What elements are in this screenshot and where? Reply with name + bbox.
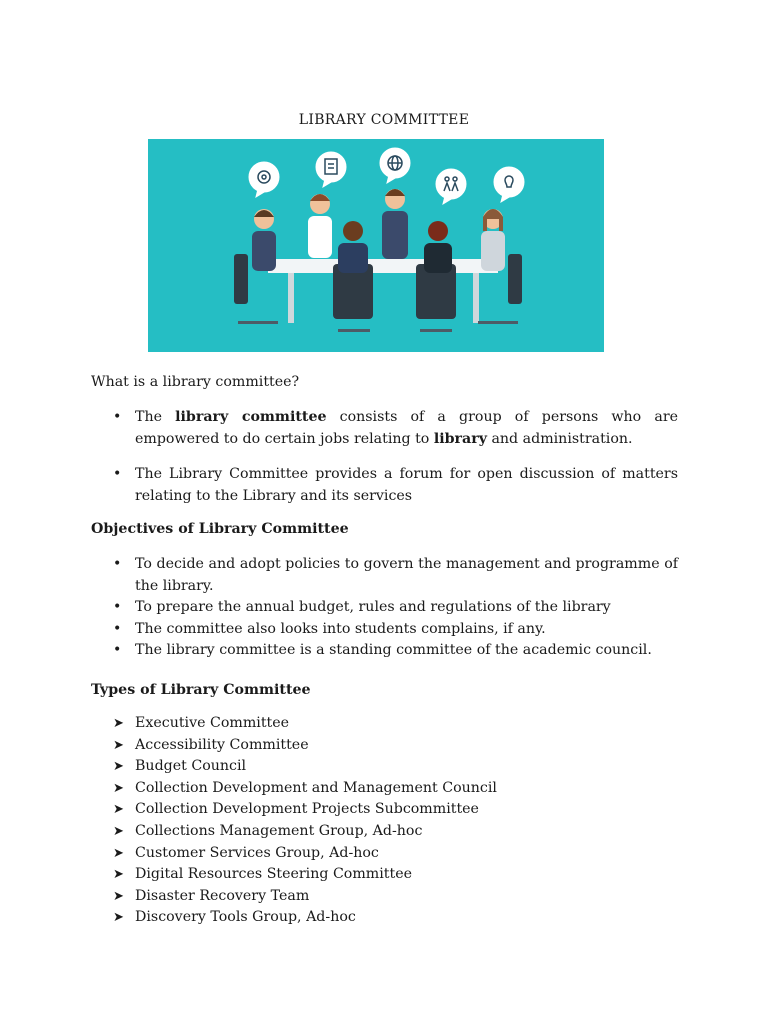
types-list [113,713,497,929]
list-item: • To prepare the annual budget, rules and regulations of the library [113,597,678,619]
list-item: ➤ Digital Resources Steering Committee [113,864,497,886]
meeting-illustration [148,139,604,352]
page-title: LIBRARY COMMITTEE [298,112,470,128]
list-item: ➤ Accessibility Committee [113,735,497,757]
bullet-icon: • [113,642,122,658]
list-item: ➤ Collections Management Group, Ad-hoc [113,821,497,843]
list-item: ➤ Collection Development and Management Council [113,778,497,800]
emphasis: library committee [175,409,327,425]
arrow-icon: ➤ [113,737,124,753]
types-heading: Types of Library Committee [91,682,311,698]
bullet-icon: • [113,409,122,425]
list-item: ➤ Collection Development Projects Subcommittee [113,799,497,821]
objectives-list [113,554,678,662]
list-item: ➤ Customer Services Group, Ad-hoc [113,843,497,865]
list-item: • The committee also looks into students complains, if any. [113,619,678,641]
list-item: • The library committee is a standing committee of the academic council. [113,640,678,662]
bullet-icon: • [113,620,122,637]
objectives-heading: Objectives of Library Committee [91,521,349,537]
arrow-icon: ➤ [113,845,124,861]
list-item: ➤ Discovery Tools Group, Ad-hoc [113,907,497,929]
arrow-icon: ➤ [113,759,124,775]
arrow-icon: ➤ [113,823,124,839]
arrow-icon: ➤ [113,888,124,904]
bullet-icon: • [113,599,122,615]
arrow-icon: ➤ [113,910,124,926]
list-item: • The library committee consists of a group of persons who are empowered to do certain jobs relating to library and administration. [113,409,679,447]
arrow-icon: ➤ [113,867,124,883]
list-item: • The Library Committee provides a forum for open discussion of matters relating to the Library and its services [113,466,678,504]
question-text: What is a library committee? [91,374,300,390]
bullet-icon: • [113,466,122,482]
arrow-icon: ➤ [113,780,124,796]
list-item: ➤ Disaster Recovery Team [113,886,497,908]
arrow-icon: ➤ [113,802,124,818]
arrow-icon: ➤ [113,716,124,731]
bullet-icon: • [113,556,122,572]
list-item: ➤ Budget Council [113,756,497,778]
intro-bullet-list [113,407,678,507]
list-item: • To decide and adopt policies to govern the management and programme of the library. [113,556,678,594]
emphasis: library [433,430,487,447]
list-item: ➤ Executive Committee [113,713,497,735]
